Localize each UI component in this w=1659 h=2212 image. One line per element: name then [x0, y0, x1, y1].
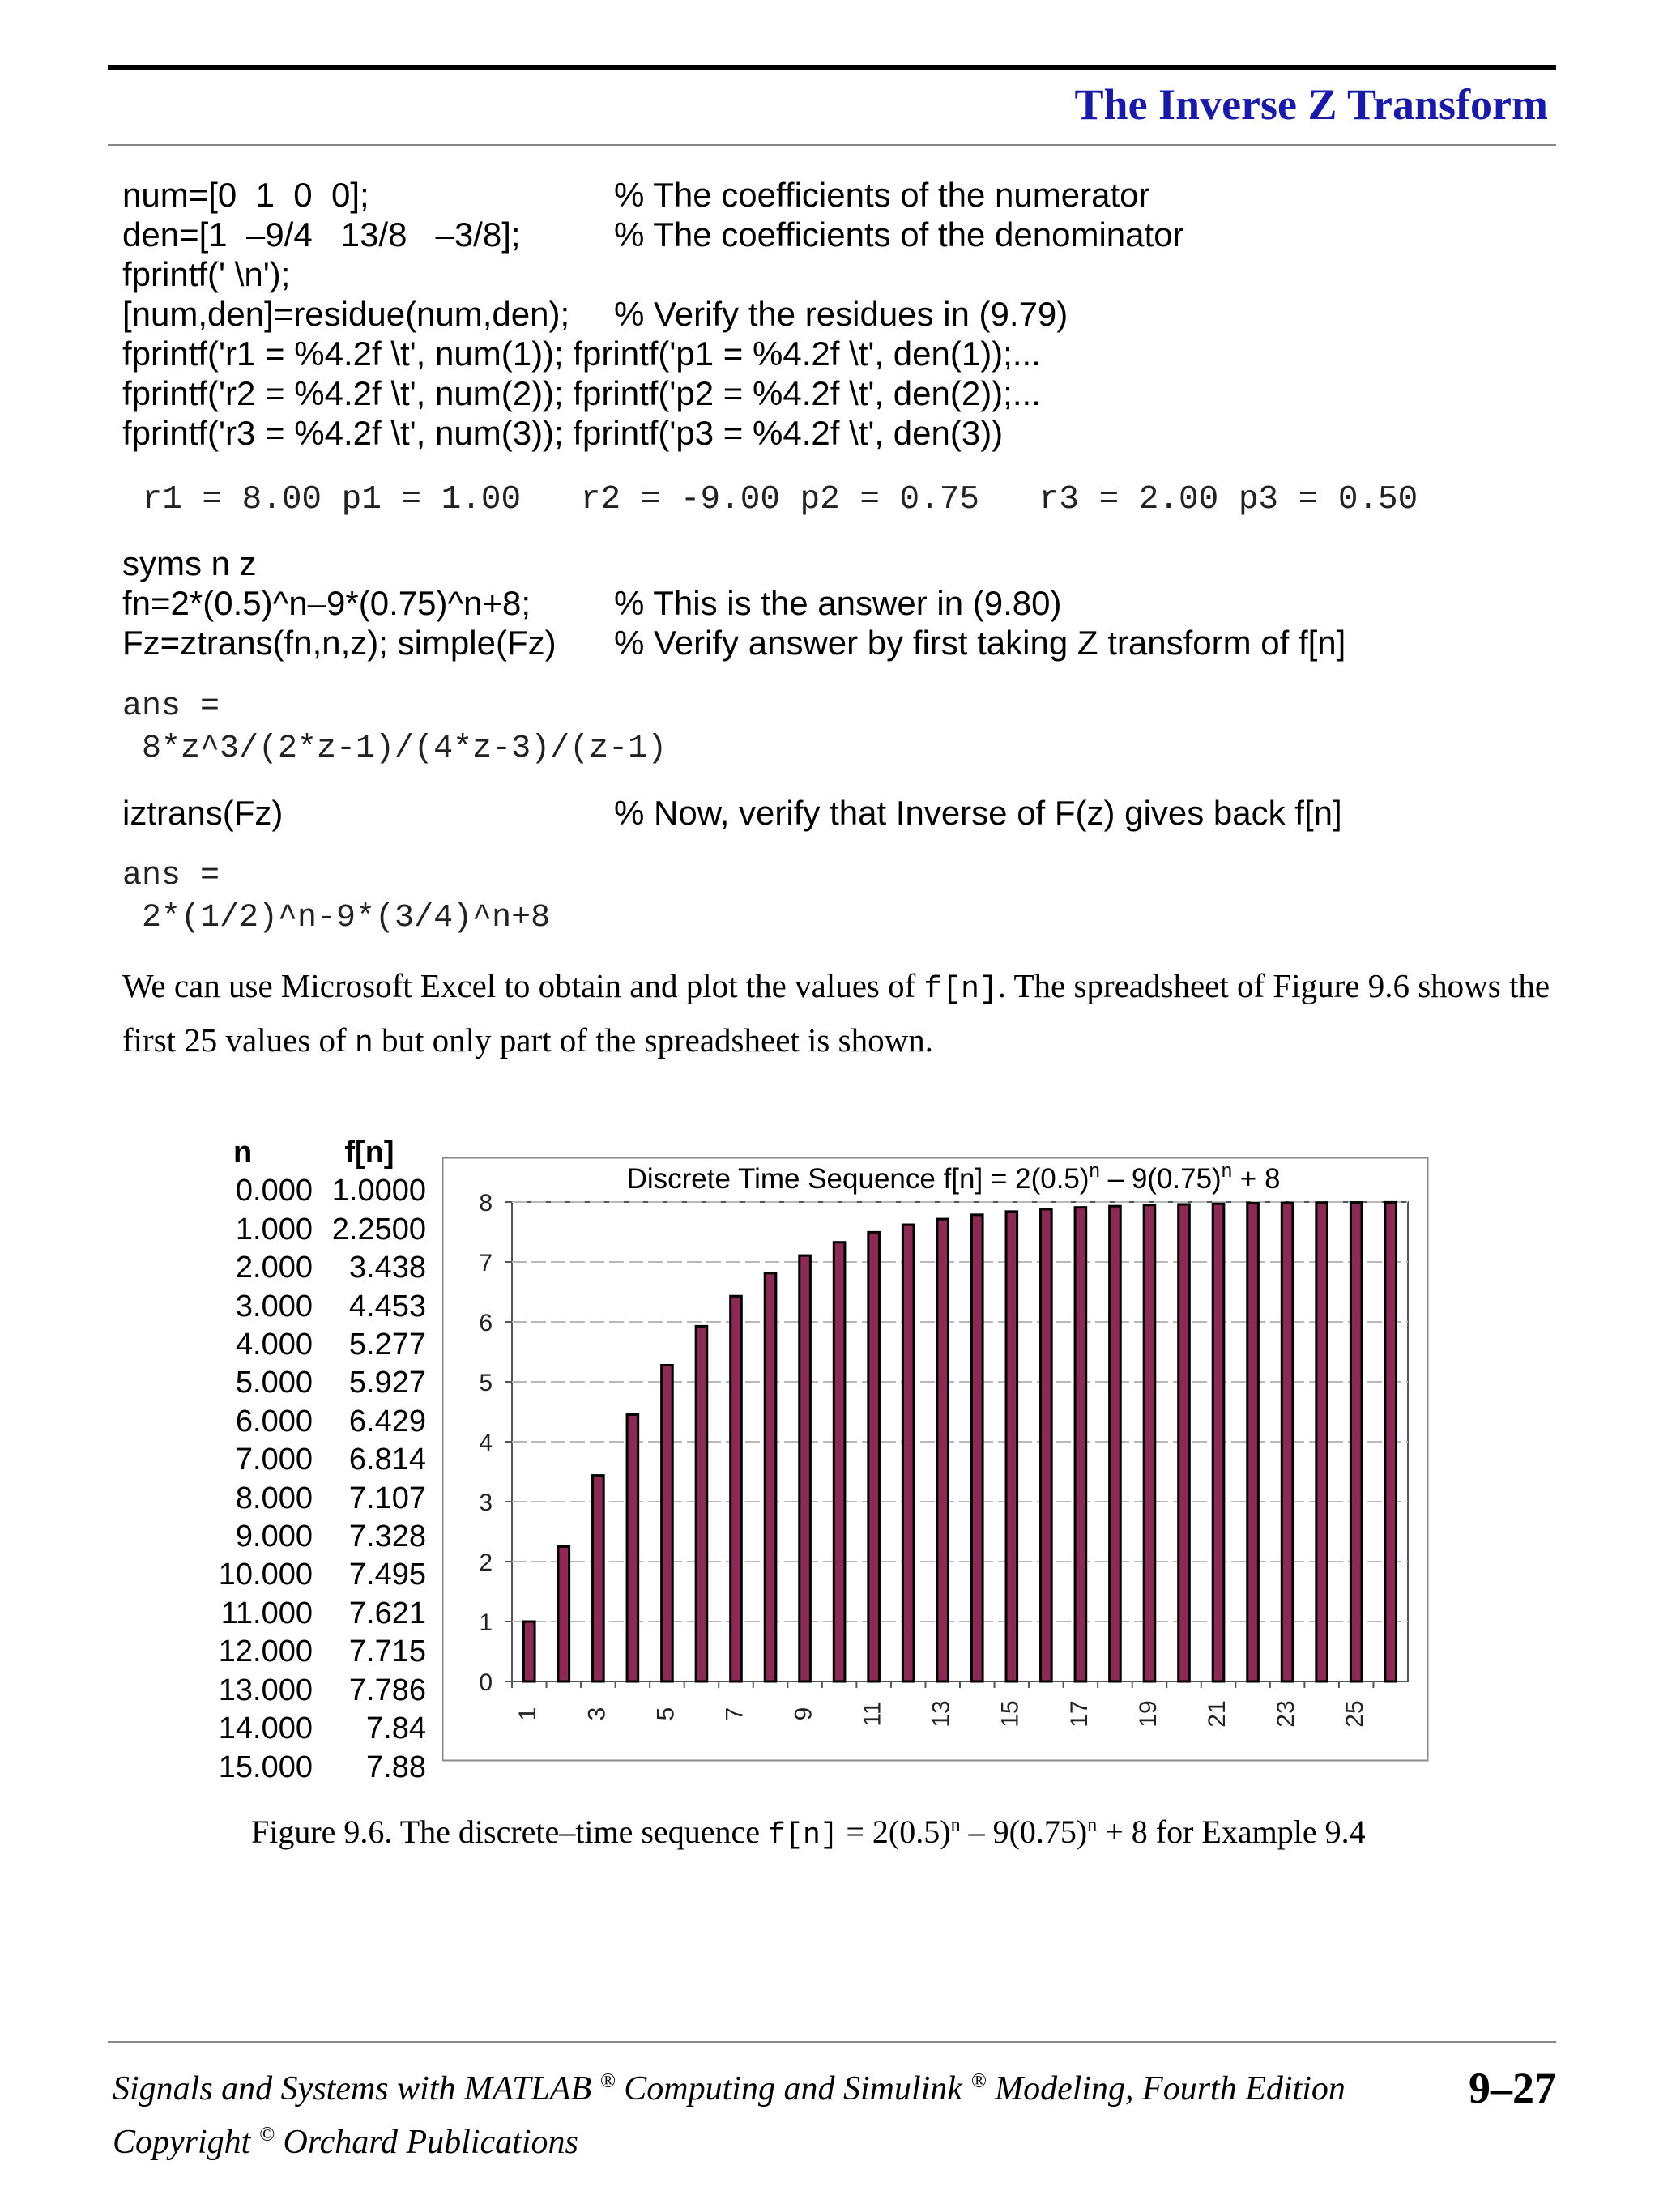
bar: [902, 1225, 914, 1681]
table-cell: 1.000: [235, 1212, 313, 1247]
top-rule: [108, 65, 1556, 70]
table-cell: 2.000: [235, 1251, 313, 1285]
table-cell: 7.786: [348, 1673, 426, 1707]
caption-text: Figure 9.6. The discrete–time sequence: [251, 1813, 768, 1850]
table-cell: 6.000: [235, 1404, 313, 1438]
bar: [800, 1255, 811, 1681]
bar: [834, 1242, 845, 1681]
table-cell: 7.715: [348, 1634, 426, 1669]
code-comment: % The coefficients of the numerator: [614, 176, 1150, 214]
body-paragraph: [122, 961, 1556, 1069]
code-line: iztrans(Fz): [122, 794, 284, 832]
bar: [696, 1326, 707, 1681]
code-line: den=[1 –9/4 13/8 –3/8];: [122, 215, 521, 254]
table-cell: 7.84: [366, 1711, 426, 1746]
bar: [868, 1232, 880, 1681]
table-cell: 15.000: [218, 1750, 313, 1784]
ans-label: ans =: [122, 858, 220, 894]
table-cell: 9.000: [235, 1519, 313, 1554]
y-tick-label: 0: [479, 1669, 493, 1696]
table-row: [212, 1556, 426, 1594]
table-cell: 7.621: [348, 1596, 426, 1630]
caption-eq: = 2(0.5): [838, 1813, 951, 1850]
page-number: 9–27: [1469, 2064, 1556, 2112]
bar: [662, 1366, 673, 1681]
table-row: [212, 1749, 426, 1787]
table-cell: 7.107: [348, 1481, 426, 1515]
code-line: Fz=ztrans(fn,n,z); simple(Fz): [122, 624, 557, 662]
table-row: [212, 1595, 426, 1633]
table-row: [212, 1288, 426, 1326]
iztrans-output: 2*(1/2)^n-9*(3/4)^n+8: [122, 900, 551, 936]
code-comment: % Verify the residues in (9.79): [614, 295, 1068, 333]
table-cell: 8.000: [235, 1481, 313, 1515]
code-comment: % Now, verify that Inverse of F(z) gives back f[n]: [614, 794, 1342, 832]
table-header-row: [212, 1134, 426, 1172]
code-line: fprintf('r2 = %4.2f \t', num(2)); fprintf('p2 = %4.2f \t', den(2));...: [122, 374, 1041, 412]
footer-copyright: [113, 2123, 578, 2162]
y-tick-label: 6: [479, 1310, 493, 1336]
table-cell: 3.000: [235, 1289, 313, 1323]
code-line: fprintf('r3 = %4.2f \t', num(3)); fprintf('p3 = %4.2f \t', den(3)): [122, 414, 1004, 452]
table-cell: 7.000: [235, 1443, 313, 1477]
code-line: fn=2*(0.5)^n–9*(0.75)^n+8;: [122, 584, 531, 622]
para-text: . The spreadsheet of Figure 9.6 shows the first 25 values of: [122, 967, 1550, 1059]
table-cell: 7.88: [366, 1750, 426, 1784]
caption-text: + 8 for Example 9.4: [1097, 1813, 1366, 1850]
table-row: [212, 1672, 426, 1710]
x-tick-label: 1: [514, 1707, 542, 1721]
bar-chart: [442, 1149, 1429, 1762]
para-math: f[n]: [923, 972, 998, 1007]
caption-sup: n: [950, 1814, 961, 1836]
code-line: fprintf(' \n');: [122, 255, 291, 293]
registered-mark: ®: [970, 2070, 987, 2092]
code-line: syms n z: [122, 544, 257, 582]
table-row: [212, 1172, 426, 1210]
footer-rule: [108, 2041, 1556, 2043]
table-row: [212, 1249, 426, 1287]
y-tick-label: 5: [479, 1370, 493, 1396]
table-cell: 6.814: [348, 1443, 426, 1477]
bar: [971, 1215, 983, 1681]
x-tick-label: 7: [721, 1707, 748, 1721]
y-tick-label: 3: [479, 1490, 493, 1516]
running-head: The Inverse Z Transform: [1074, 80, 1548, 129]
figure-caption: [251, 1813, 1366, 1852]
caption-math: f[n]: [767, 1818, 838, 1852]
bar: [1350, 1203, 1362, 1681]
footer-text: Copyright: [113, 2124, 259, 2161]
table-cell: 12.000: [218, 1634, 313, 1669]
bar: [1316, 1203, 1328, 1681]
x-tick-label: 17: [1065, 1700, 1093, 1728]
x-tick-label: 9: [790, 1707, 817, 1721]
table-cell: 13.000: [218, 1673, 313, 1707]
code-comment: % The coefficients of the denominator: [614, 215, 1184, 254]
bar: [1247, 1203, 1259, 1681]
ztrans-output: 8*z^3/(2*z-1)/(4*z-3)/(z-1): [122, 731, 667, 767]
x-tick-label: 5: [652, 1707, 680, 1721]
table-cell: 7.495: [348, 1558, 426, 1592]
bar: [765, 1273, 776, 1681]
footer-text: Modeling, Fourth Edition: [986, 2070, 1346, 2108]
para-math: n: [354, 1026, 373, 1061]
code-line: fprintf('r1 = %4.2f \t', num(1)); fprintf('p1 = %4.2f \t', den(1));...: [122, 335, 1041, 373]
table-row: [212, 1518, 426, 1556]
bar: [1213, 1204, 1224, 1681]
bar: [1006, 1212, 1017, 1681]
table-row: [212, 1403, 426, 1441]
x-tick-label: 15: [996, 1700, 1024, 1728]
bar: [937, 1219, 949, 1681]
para-text: but only part of the spreadsheet is shown.: [373, 1021, 933, 1059]
bar: [627, 1414, 638, 1681]
table-cell: 1.0000: [331, 1174, 426, 1208]
table-cell: 5.000: [235, 1366, 313, 1400]
table-cell: 5.927: [348, 1366, 426, 1400]
code-line: num=[0 1 0 0];: [122, 176, 369, 214]
x-tick-label: 21: [1203, 1700, 1230, 1728]
table-header-cell: n: [233, 1136, 253, 1170]
para-text: We can use Microsoft Excel to obtain and plot the values of: [122, 967, 924, 1004]
table-row: [212, 1441, 426, 1479]
table-header-cell: f[n]: [344, 1136, 394, 1170]
ans-label: ans =: [122, 688, 220, 725]
table-row: [212, 1211, 426, 1249]
y-tick-label: 1: [479, 1609, 493, 1636]
table-cell: 3.438: [348, 1251, 426, 1285]
x-tick-label: 3: [583, 1707, 611, 1721]
bar: [1385, 1202, 1397, 1681]
x-tick-label: 25: [1341, 1700, 1369, 1728]
code-comment: % This is the answer in (9.80): [614, 584, 1062, 622]
table-row: [212, 1710, 426, 1748]
spreadsheet-table: [212, 1134, 426, 1787]
table-cell: 7.328: [348, 1519, 426, 1554]
bar: [1282, 1203, 1293, 1681]
bar: [558, 1547, 569, 1682]
bar: [1075, 1208, 1086, 1681]
caption-sup: n: [1087, 1814, 1098, 1836]
x-tick-label: 11: [859, 1701, 886, 1727]
x-tick-label: 19: [1134, 1700, 1162, 1728]
table-cell: 4.000: [235, 1328, 313, 1362]
y-tick-label: 7: [479, 1250, 493, 1276]
residue-output: r1 = 8.00 p1 = 1.00 r2 = -9.00 p2 = 0.75 r3 = 2.00 p3 = 0.50: [122, 481, 1418, 518]
footer-text: Signals and Systems with MATLAB: [113, 2070, 600, 2108]
bar: [593, 1476, 604, 1681]
code-comment: % Verify answer by first taking Z transform of f[n]: [614, 624, 1346, 662]
table-row: [212, 1326, 426, 1364]
chart-title: Discrete Time Sequence $f[n] = 2(0.5)^n - 9(0.75)^n + 8$: [626, 1160, 1281, 1195]
caption-eq: – 9(0.75): [960, 1813, 1088, 1850]
y-tick-label: 4: [479, 1430, 493, 1456]
bar: [1179, 1204, 1190, 1681]
table-row: [212, 1364, 426, 1402]
table-cell: 2.2500: [331, 1212, 426, 1247]
copyright-mark: ©: [258, 2124, 275, 2146]
table-cell: 14.000: [218, 1711, 313, 1746]
bar: [1144, 1205, 1155, 1681]
y-tick-label: 8: [479, 1190, 493, 1217]
code-line: [num,den]=residue(num,den);: [122, 295, 570, 333]
table-cell: 4.453: [348, 1289, 426, 1323]
footer-text: Orchard Publications: [274, 2124, 578, 2161]
registered-mark: ®: [599, 2070, 616, 2092]
table-cell: 6.429: [348, 1404, 426, 1438]
bar: [523, 1622, 535, 1681]
header-rule: [108, 144, 1556, 146]
table-cell: 10.000: [218, 1558, 313, 1592]
footer-text: Computing and Simulink: [615, 2070, 971, 2108]
x-tick-label: 13: [928, 1700, 955, 1728]
table-cell: 5.277: [348, 1328, 426, 1362]
footer-book-title: [113, 2069, 1346, 2108]
table-row: [212, 1480, 426, 1518]
y-tick-label: 2: [479, 1549, 493, 1576]
table-cell: 11.000: [220, 1596, 313, 1630]
bar: [1041, 1209, 1052, 1681]
bar: [731, 1296, 742, 1681]
table-cell: 0.000: [235, 1174, 313, 1208]
bar: [1110, 1206, 1121, 1681]
x-tick-label: 23: [1273, 1700, 1300, 1728]
table-row: [212, 1633, 426, 1671]
